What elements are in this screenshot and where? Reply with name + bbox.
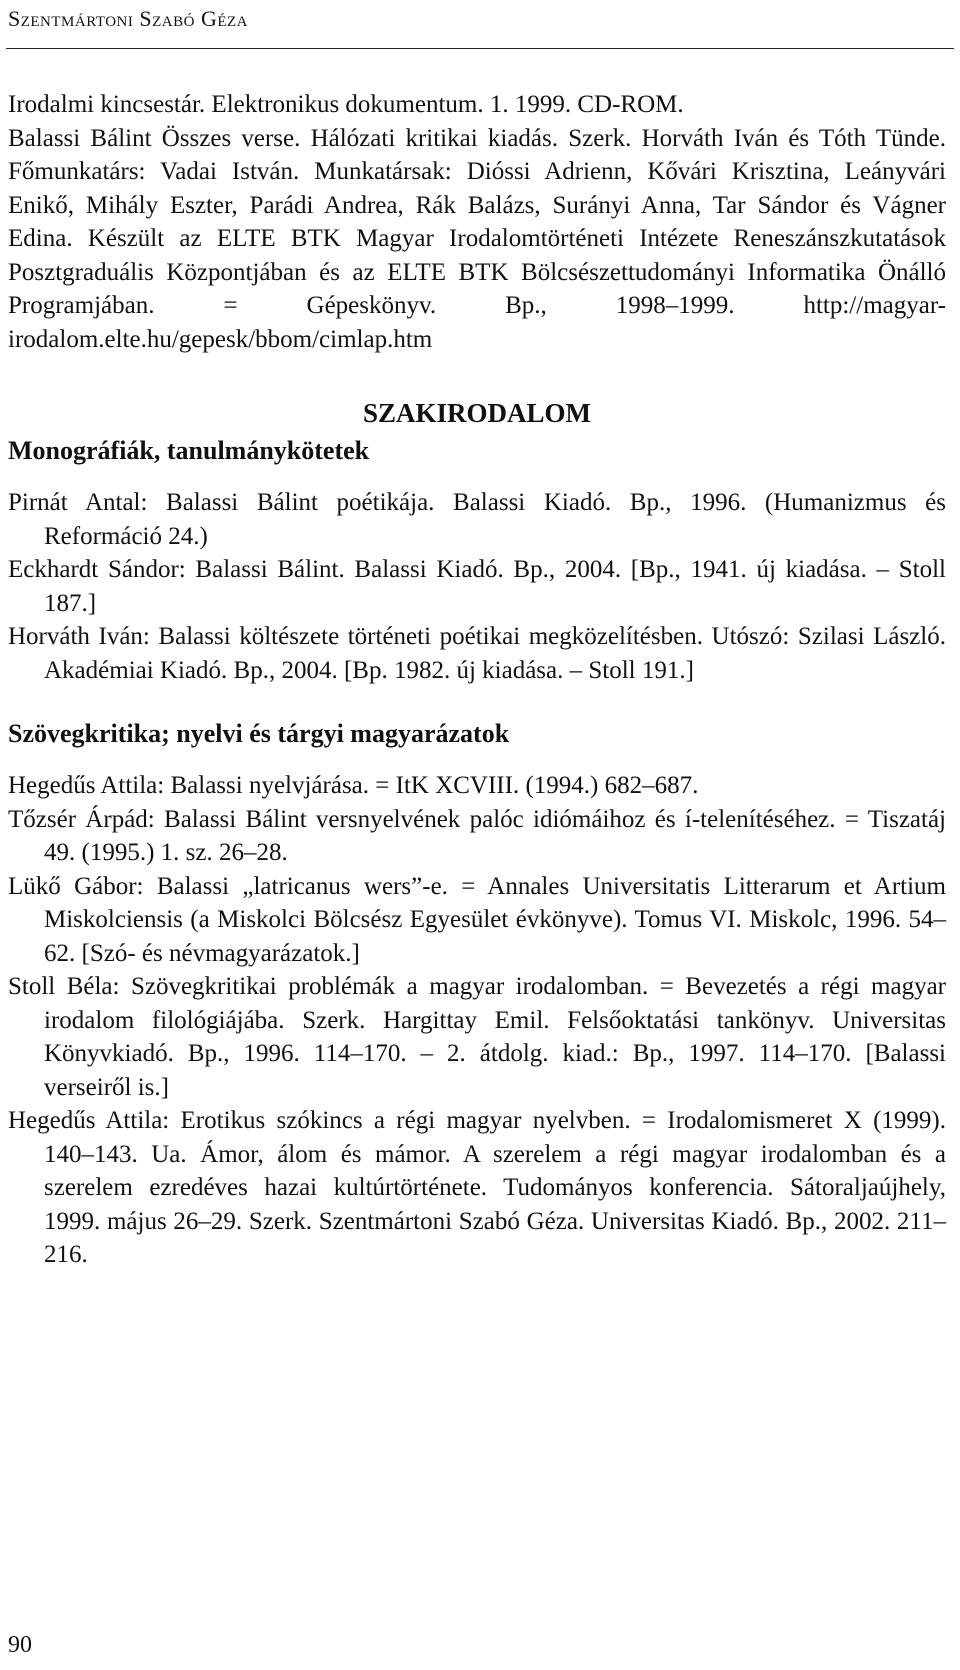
intro-entry: Balassi Bálint Összes verse. Hálózati kritikai kiadás. Szerk. Horváth Iván és Tóth Tünde. Főmunkatárs: Vadai István. Munkatársak: Dióssi Adrienn, Kővári Krisztina, Leányvári Enikő, Mihály Eszter, Parádi Andrea, Rák Balázs, Surányi Anna, Tar Sándor és Vágner Edina. Készült az ELTE BTK Magyar Irodalomtörténeti Intézete Reneszánszkutatások Posztgraduális Központjában és az ELTE BTK Bölcsészettudományi Informatika Önálló Programjában. = Gépeskönyv. Bp., 1998–1999. http://magyar-irodalom.elte.hu/gepesk/bbom/cimlap.htm (8, 124, 946, 353)
bibliography-entry: Hegedűs Attila: Erotikus szókincs a régi magyar nyelvben. = Irodalomismeret X (1999). 140–143. Ua. Ámor, álom és mámor. A szerelem a régi magyar irodalomban és a szerelem ezredéves hazai kultúrtörténete. Tudományos konferencia. Sátoraljaújhely, 1999. május 26–29. Szerk. Szentmártoni Szabó Géza. Universitas Kiadó. Bp., 2002. 211–216. (8, 1107, 946, 1268)
bibliography-entry: Tőzsér Árpád: Balassi Bálint versnyelvének palóc idiómáihoz és í-telenítéséhez. = Tiszatáj 49. (1995.) 1. sz. 26–28. (8, 805, 946, 866)
page-body (8, 88, 946, 1272)
spacer (8, 687, 946, 713)
bibliography-entry: Stoll Béla: Szövegkritikai problémák a magyar irodalomban. = Bevezetés a régi magyar irodalom filológiájába. Szerk. Hargittay Emil. Felsőoktatási tankönyv. Universitas Könyvkiadó. Bp., 1996. 114–170. – 2. átdolg. kiad.: Bp., 1997. 114–170. [Balassi verseiről is.] (8, 973, 946, 1101)
intro-entry: Irodalmi kincsestár. Elektronikus dokumentum. 1. 1999. CD-ROM. (8, 91, 684, 118)
bibliography-entry: Lükő Gábor: Balassi „latricanus wers”-e. = Annales Universitatis Litterarum et Artium Miskolciensis (a Miskolci Bölcsész Egyesület évkönyve). Tomus VI. Miskolc, 1996. 54–62. [Szó- és névmagyarázatok.] (8, 872, 946, 967)
subsection-title: Szövegkritika; nyelvi és tárgyi magyarázatok (8, 719, 510, 748)
subsection-title: Monográfiák, tanulmánykötetek (8, 436, 370, 465)
section-heading: SZAKIRODALOM (362, 398, 592, 428)
page-number: 90 (8, 1632, 32, 1658)
header-rule (6, 48, 954, 49)
spacer (8, 751, 946, 769)
bibliography-entry: Hegedűs Attila: Balassi nyelvjárása. = ItK XCVIII. (1994.) 682–687. (8, 772, 699, 799)
bibliography-entry: Horváth Iván: Balassi költészete történeti poétikai megközelítésben. Utószó: Szilasi László. Akadémiai Kiadó. Bp., 2004. [Bp. 1982. új kiadása. – Stoll 191.] (8, 623, 946, 684)
spacer (8, 468, 946, 486)
bibliography-entry: Eckhardt Sándor: Balassi Bálint. Balassi Kiadó. Bp., 2004. [Bp., 1941. új kiadása. – Stoll 187.] (8, 556, 946, 617)
running-head: Szentmártoni Szabó Géza (8, 6, 248, 31)
bibliography-entry: Pirnát Antal: Balassi Bálint poétikája. Balassi Kiadó. Bp., 1996. (Humanizmus és Reformáció 24.) (8, 489, 946, 550)
